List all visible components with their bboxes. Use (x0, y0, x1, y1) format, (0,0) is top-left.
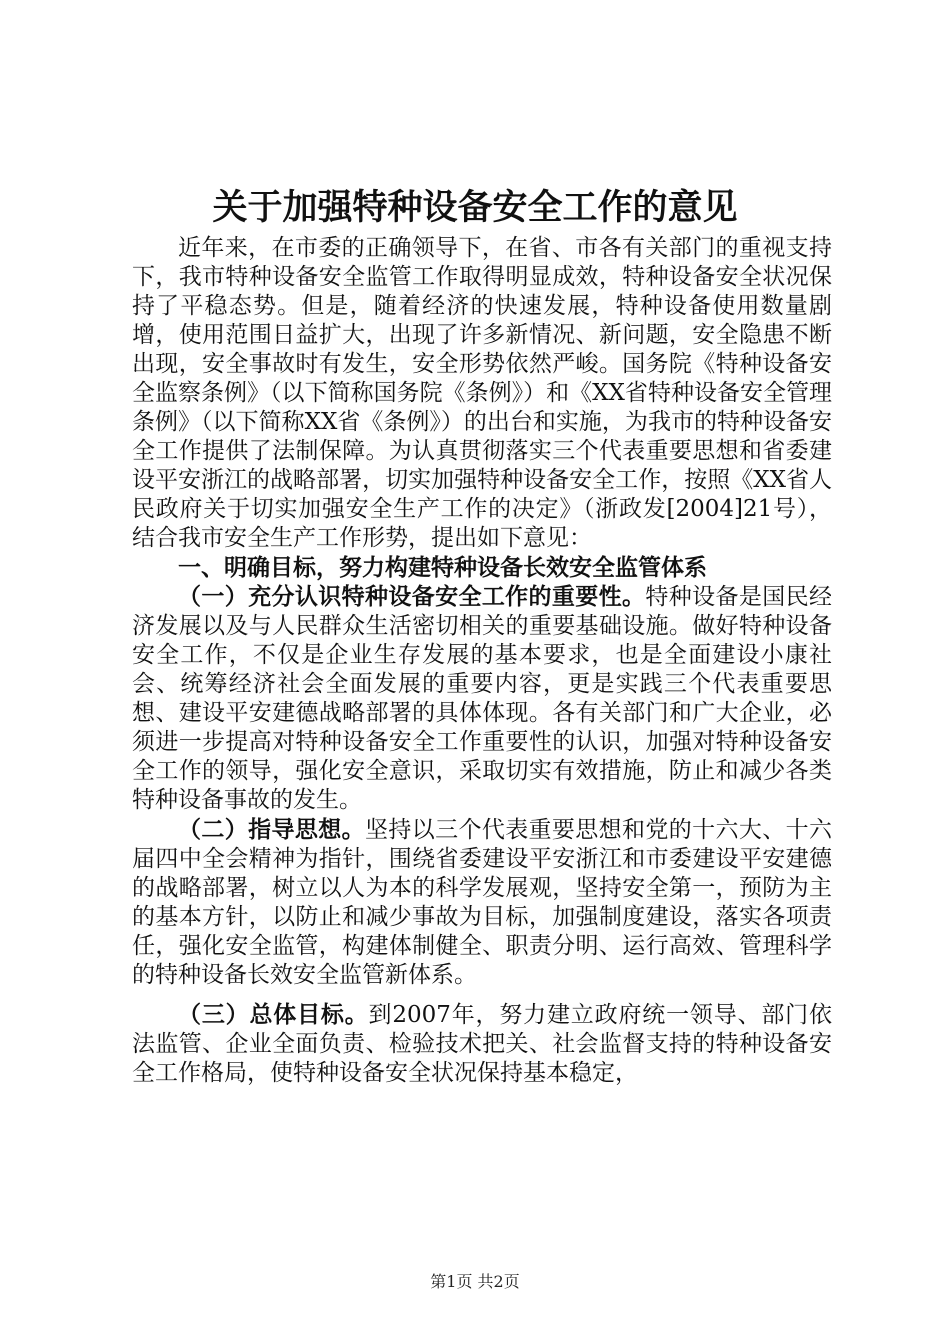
item-1-paragraph (132, 582, 832, 815)
item-1-lead: （一）充分认识特种设备安全工作的重要性。 (178, 583, 646, 610)
item-3-paragraph (132, 1000, 832, 1088)
document-body (132, 234, 832, 1088)
page-footer: 第1页 共2页 (430, 1272, 520, 1291)
item-1-text: 特种设备是国民经济发展以及与人民群众生活密切相关的重要基础设施。做好特种设备安全工作，不仅是企业生存发展的基本要求，也是全面建设小康社会、统筹经济社会全面发展的重要内容，更是实践三个代表重要思想、建设平安建德战略部署的具体体现。各有关部门和广大企业，必须进一步提高对特种设备安全工作重要性的认识，加强对特种设备安全工作的领导，强化安全意识，采取切实有效措施，防止和减少各类特种设备事故的发生。 (132, 584, 833, 813)
paragraph-gap (132, 990, 832, 1000)
item-3-lead: （三）总体目标。 (178, 1001, 369, 1028)
item-2-lead: （二）指导思想。 (178, 816, 365, 843)
item-2-paragraph (132, 815, 832, 990)
intro-paragraph: 近年来，在市委的正确领导下，在省、市各有关部门的重视支持下，我市特种设备安全监管工作取得明显成效，特种设备安全状况保持了平稳态势。但是，随着经济的快速发展，特种设备使用数量剧增，使用范围日益扩大，出现了许多新情况、新问题，安全隐患不断出现，安全事故时有发生，安全形势依然严峻。国务院《特种设备安全监察条例》（以下简称国务院《条例》）和《XX省特种设备安全管理条例》（以下简称XX省《条例》）的出台和实施，为我市的特种设备安全工作提供了法制保障。为认真贯彻落实三个代表重要思想和省委建设平安浙江的战略部署，切实加强特种设备安全工作，按照《XX省人民政府关于切实加强安全生产工作的决定》（浙政发[2004]21号），结合我市安全生产工作形势，提出如下意见： (132, 235, 832, 551)
item-3-text: 到2007年，努力建立政府统一领导、部门依法监管、企业全面负责、检验技术把关、社会监督支持的特种设备安全工作格局，使特种设备安全状况保持基本稳定， (132, 1002, 832, 1086)
document-title: 关于加强特种设备安全工作的意见 (212, 187, 738, 228)
item-2-text: 坚持以三个代表重要思想和党的十六大、十六届四中全会精神为指针，围绕省委建设平安浙江和市委建设平安建德的战略部署，树立以人为本的科学发展观，坚持安全第一，预防为主的基本方针，以防止和减少事故为目标，加强制度建设，落实各项责任，强化安全监管，构建体制健全、职责分明、运行高效、管理科学的特种设备长效安全监管新体系。 (132, 817, 833, 988)
section-1-heading: 一、明确目标，努力构建特种设备长效安全监管体系 (178, 554, 707, 581)
